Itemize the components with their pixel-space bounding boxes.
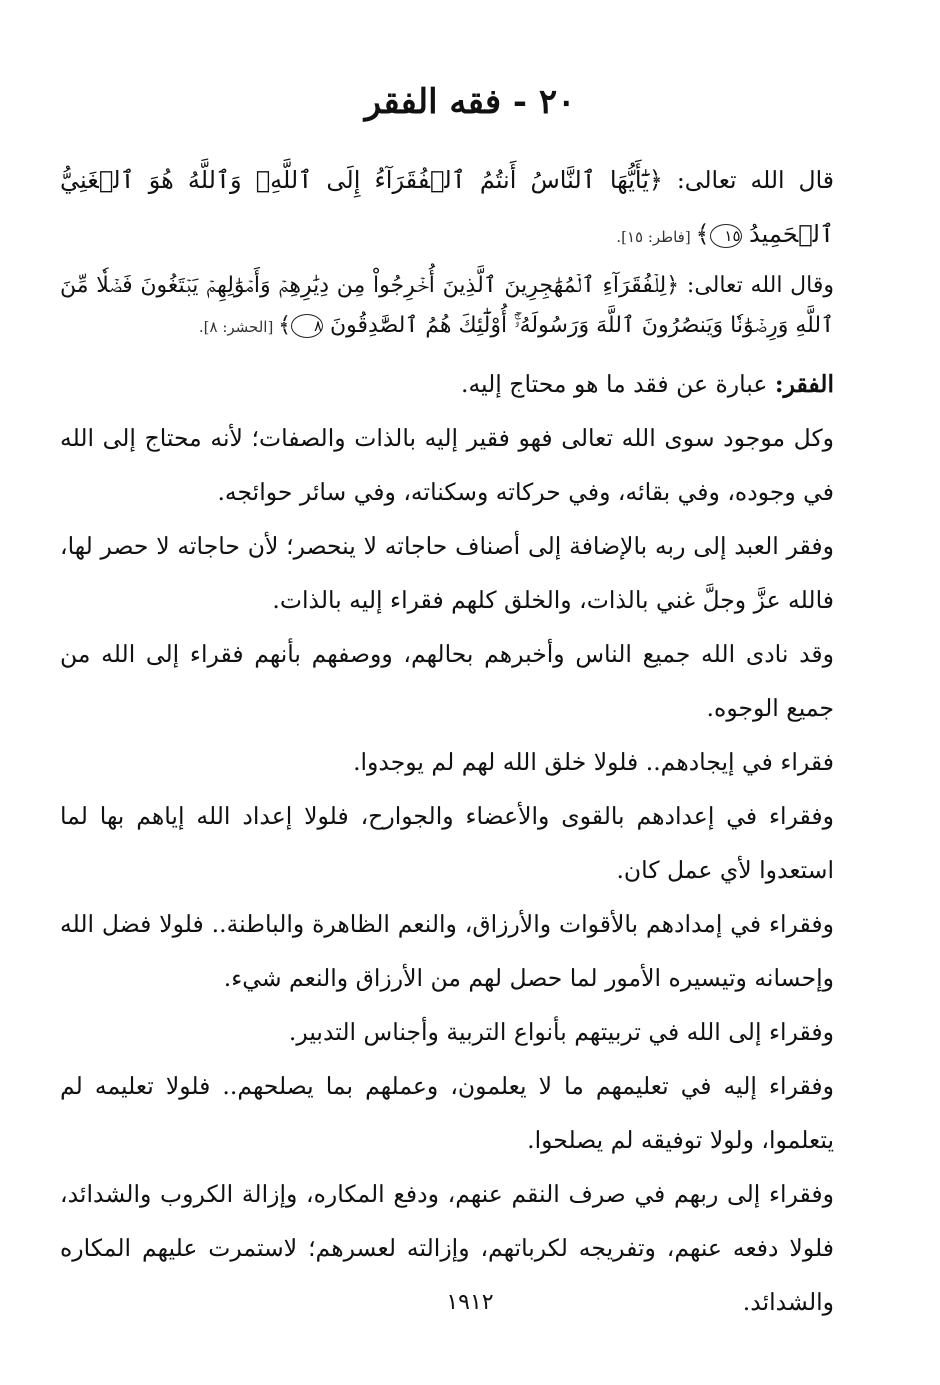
paragraph: وقد نادى الله جميع الناس وأخبرهم بحالهم، ووصفهم بأنهم فقراء إلى الله من جميع الوجوه.: [60, 640, 834, 722]
paragraph: وفقراء إليه في تعليمهم ما لا يعلمون، وعملهم بما يصلحهم.. فلولا تعليمه لم يتعلموا، ولولا توفيقه لم يصلحوا.: [60, 1072, 834, 1154]
verse-close-bracket: ﴾: [278, 313, 291, 338]
verse-reference: [فاطر: ١٥].: [616, 228, 696, 246]
verse-text: ﴿لِلۡفُقَرَآءِ ٱلۡمُهَٰجِرِينَ ٱلَّذِينَ أُخۡرِجُواْ مِن دِيَٰرِهِمۡ وَأَمۡوَٰلِهِمۡ يَبۡتَغُونَ فَضۡلٗا مِّنَ ٱللَّهِ وَرِضۡوَٰنٗا وَيَنصُرُونَ ٱللَّهَ وَرَسُولَهُۥٓۚ أُوْلَٰٓئِكَ هُمُ ٱلصَّٰدِقُونَ: [60, 273, 834, 338]
verse-close-bracket: ﴾: [695, 220, 710, 248]
paragraph: وفقراء إلى ربهم في صرف النقم عنهم، ودفع المكاره، وإزالة الكروب والشدائد، فلولا دفعه عنهم، وتفريجه لكرباتهم، وإزالته لعسرهم؛ لاستمرت عليهم المكاره والشدائد.: [60, 1180, 834, 1316]
verse-text: ﴿يَٰٓأَيُّهَا ٱلنَّاسُ أَنتُمُ ٱلۡفُقَرَآءُ إِلَى ٱللَّهِۖ وَٱللَّهُ هُوَ ٱلۡغَنِيُّ ٱلۡحَمِيدُ: [60, 166, 834, 248]
paragraph: وفقر العبد إلى ربه بالإضافة إلى أصناف حاجاته لا ينحصر؛ لأن حاجاته لا حصر لها، فالله عزَّ وجلَّ غني بالذات، والخلق كلهم فقراء إليه بالذات.: [60, 532, 834, 614]
paragraph: فقراء في إيجادهم.. فلولا خلق الله لهم لم يوجدوا.: [353, 748, 834, 776]
quran-verse-hashr: [60, 266, 834, 347]
chapter-title: ٢٠ - فقه الفقر: [364, 82, 576, 122]
verse-reference: [الحشر: ٨].: [198, 318, 279, 336]
ayah-number-marker: ٨: [291, 314, 323, 338]
verse-intro: وقال الله تعالى:: [679, 273, 835, 298]
ayah-number-marker: ١٥: [710, 224, 742, 248]
paragraph: وفقراء في إمدادهم بالأقوات والأرزاق، والنعم الظاهرة والباطنة.. فلولا فضل الله وإحسانه وتيسيره الأمور لما حصل لهم من الأرزاق والنعم شيء.: [60, 910, 834, 992]
paragraph: وفقراء إلى الله في تربيتهم بأنواع التربية وأجناس التدبير.: [288, 1018, 834, 1046]
definition-text: عبارة عن فقد ما هو محتاج إليه.: [460, 370, 775, 398]
page-body: [60, 153, 834, 1329]
definition-term: الفقر:: [774, 370, 834, 398]
paragraph: وفقراء في إعدادهم بالقوى والأعضاء والجوارح، فلولا إعداد الله إياهم بها لما استعدوا لأي عمل كان.: [60, 802, 834, 884]
verse-intro: قال الله تعالى:: [662, 166, 834, 194]
page-number: ١٩١٢: [446, 1290, 494, 1315]
quran-verse-fatir: [60, 153, 834, 264]
definition-paragraph: [60, 357, 834, 411]
paragraph: وكل موجود سوى الله تعالى فهو فقير إليه بالذات والصفات؛ لأنه محتاج إلى الله في وجوده، وفي بقائه، وفي حركاته وسكناته، وفي سائر حوائجه.: [60, 424, 834, 506]
